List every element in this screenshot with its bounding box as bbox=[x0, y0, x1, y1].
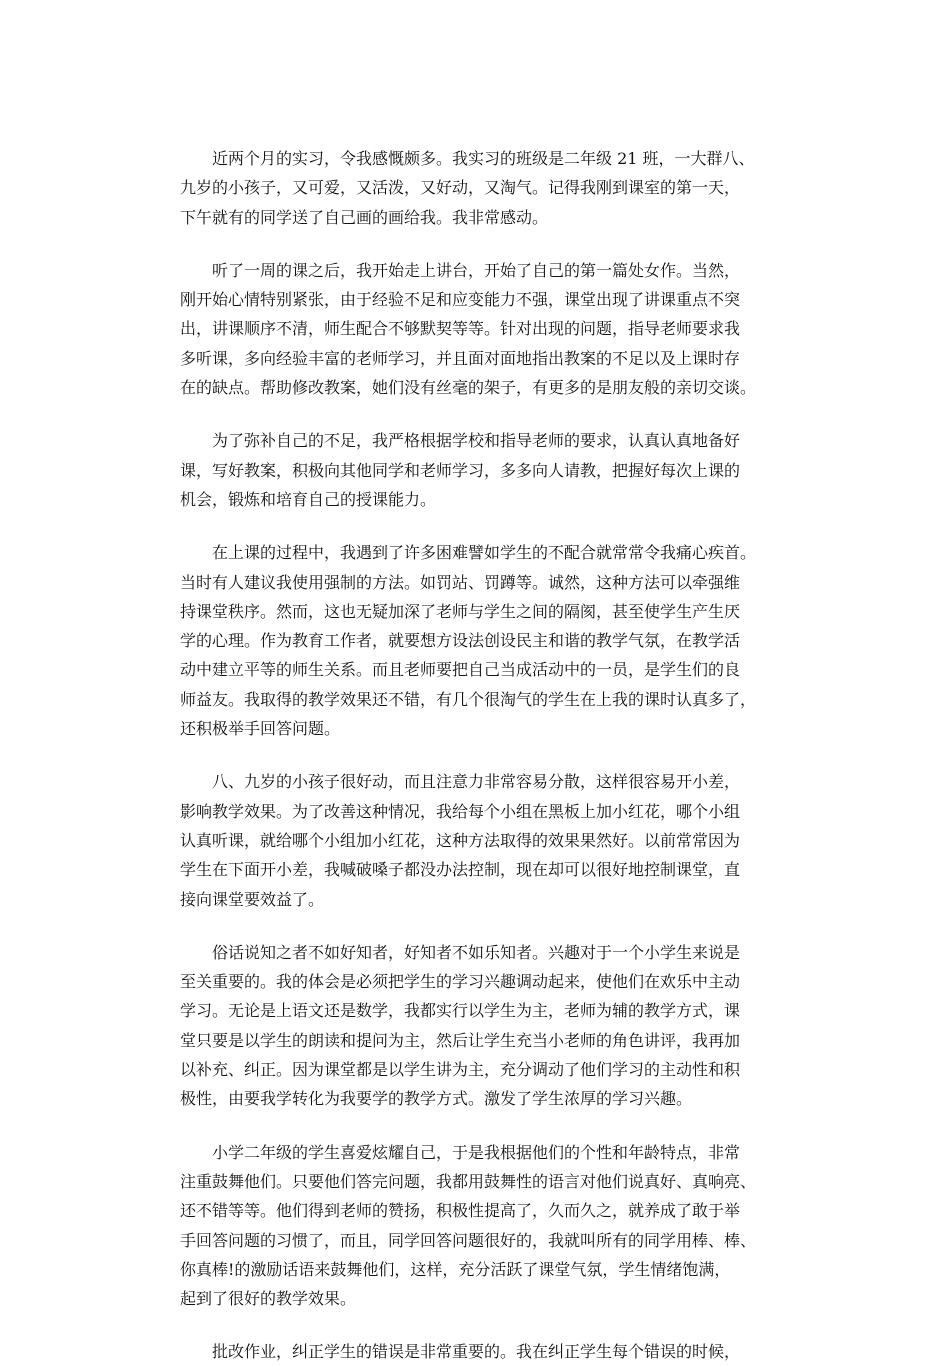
paragraph-line: 课，写好教案，积极向其他同学和老师学习，多多向人请教，把握好每次上课的 bbox=[180, 460, 741, 480]
paragraph-line: 出，讲课顺序不清，师生配合不够默契等等。针对出现的问题，指导老师要求我 bbox=[180, 319, 741, 339]
paragraph-line: 接向课堂要效益了。 bbox=[180, 889, 325, 909]
document-body bbox=[180, 144, 780, 1367]
paragraph-line: 以补充、纠正。因为课堂都是以学生讲为主，充分调动了他们学习的主动性和积 bbox=[180, 1060, 741, 1080]
paragraph-line: 手回答问题的习惯了，而且，同学回答问题很好的，我就叫所有的同学用棒、棒、 bbox=[180, 1230, 757, 1250]
paragraph-line: 堂只要是以学生的朗读和提问为主，然后让学生充当小老师的角色讲评，我再加 bbox=[180, 1030, 741, 1050]
paragraph bbox=[180, 767, 780, 913]
paragraph-line: 下午就有的同学送了自己画的画给我。我非常感动。 bbox=[180, 207, 549, 227]
paragraph-line: 学习。无论是上语文还是数学，我都实行以学生为主，老师为辅的教学方式，课 bbox=[180, 1001, 741, 1021]
paragraph-line: 你真棒!的激励话语来鼓舞他们，这样，充分活跃了课堂气氛，学生情绪饱满， bbox=[180, 1259, 731, 1279]
paragraph-line: 在上课的过程中，我遇到了许多困难譬如学生的不配合就常常令我痛心疾首。 bbox=[180, 543, 757, 563]
paragraph-line: 刚开始心情特别紧张，由于经验不足和应变能力不强，课堂出现了讲课重点不突 bbox=[180, 290, 741, 310]
paragraph-line: 学的心理。作为教育工作者，就要想方设法创设民主和谐的教学气氛，在教学活 bbox=[180, 631, 741, 651]
paragraph-line: 注重鼓舞他们。只要他们答完问题，我都用鼓舞性的语言对他们说真好、真响亮、 bbox=[180, 1171, 757, 1191]
paragraph-line: 机会，锻炼和培育自己的授课能力。 bbox=[180, 489, 437, 509]
paragraph-line: 极性，由要我学转化为我要学的教学方式。激发了学生浓厚的学习兴趣。 bbox=[180, 1089, 693, 1109]
paragraph-line: 学生在下面开小差，我喊破嗓子都没办法控制，现在却可以很好地控制课堂，直 bbox=[180, 860, 741, 880]
paragraph-line: 八、九岁的小孩子很好动，而且注意力非常容易分散，这样很容易开小差， bbox=[180, 772, 741, 792]
paragraph-line: 小学二年级的学生喜爱炫耀自己，于是我根据他们的个性和年龄特点，非常 bbox=[180, 1142, 741, 1162]
paragraph bbox=[180, 256, 780, 402]
paragraph bbox=[180, 144, 780, 232]
paragraph-line: 还积极举手回答问题。 bbox=[180, 719, 341, 739]
paragraph-line: 师益友。我取得的教学效果还不错，有几个很淘气的学生在上我的课时认真多了， bbox=[180, 689, 757, 709]
paragraph-line: 还不错等等。他们得到老师的赞扬，积极性提高了，久而久之，就养成了敢于举 bbox=[180, 1201, 741, 1221]
paragraph-line: 近两个月的实习，令我感慨颇多。我实习的班级是二年级 21 班，一大群八、 bbox=[180, 149, 755, 168]
paragraph-line: 认真听课，就给哪个小组加小红花，这种方法取得的效果果然好。以前常常因为 bbox=[180, 830, 741, 850]
paragraph-line: 听了一周的课之后，我开始走上讲台，开始了自己的第一篇处女作。当然， bbox=[180, 260, 741, 280]
paragraph-line: 当时有人建议我使用强制的方法。如罚站、罚蹲等。诚然，这种方法可以牵强维 bbox=[180, 572, 741, 592]
paragraph-line: 在的缺点。帮助修改教案，她们没有丝毫的架子，有更多的是朋友般的亲切交谈。 bbox=[180, 378, 757, 398]
paragraph bbox=[180, 1337, 780, 1366]
paragraph bbox=[180, 1138, 780, 1314]
paragraph-line: 动中建立平等的师生关系。而且老师要把自己当成活动中的一员，是学生们的良 bbox=[180, 660, 741, 680]
paragraph-line: 九岁的小孩子，又可爱，又活泼，又好动，又淘气。记得我刚到课室的第一天， bbox=[180, 178, 741, 198]
paragraph-line: 起到了很好的教学效果。 bbox=[180, 1289, 357, 1309]
paragraph-line: 多听课，多向经验丰富的老师学习，并且面对面地指出教案的不足以及上课时存 bbox=[180, 348, 741, 368]
paragraph-line: 俗话说知之者不如好知者，好知者不如乐知者。兴趣对于一个小学生来说是 bbox=[180, 942, 741, 962]
paragraph-line: 至关重要的。我的体会是必须把学生的学习兴趣调动起来，使他们在欢乐中主动 bbox=[180, 972, 741, 992]
paragraph bbox=[180, 938, 780, 1114]
paragraph-line: 为了弥补自己的不足，我严格根据学校和指导老师的要求，认真认真地备好 bbox=[180, 431, 741, 451]
paragraph bbox=[180, 538, 780, 743]
paragraph-line: 影响教学效果。为了改善这种情况，我给每个小组在黑板上加小红花，哪个小组 bbox=[180, 801, 741, 821]
paragraph-line: 批改作业，纠正学生的错误是非常重要的。我在纠正学生每个错误的时候， bbox=[180, 1342, 741, 1362]
paragraph bbox=[180, 426, 780, 514]
paragraph-line: 持课堂秩序。然而，这也无疑加深了老师与学生之间的隔阂，甚至使学生产生厌 bbox=[180, 601, 741, 621]
